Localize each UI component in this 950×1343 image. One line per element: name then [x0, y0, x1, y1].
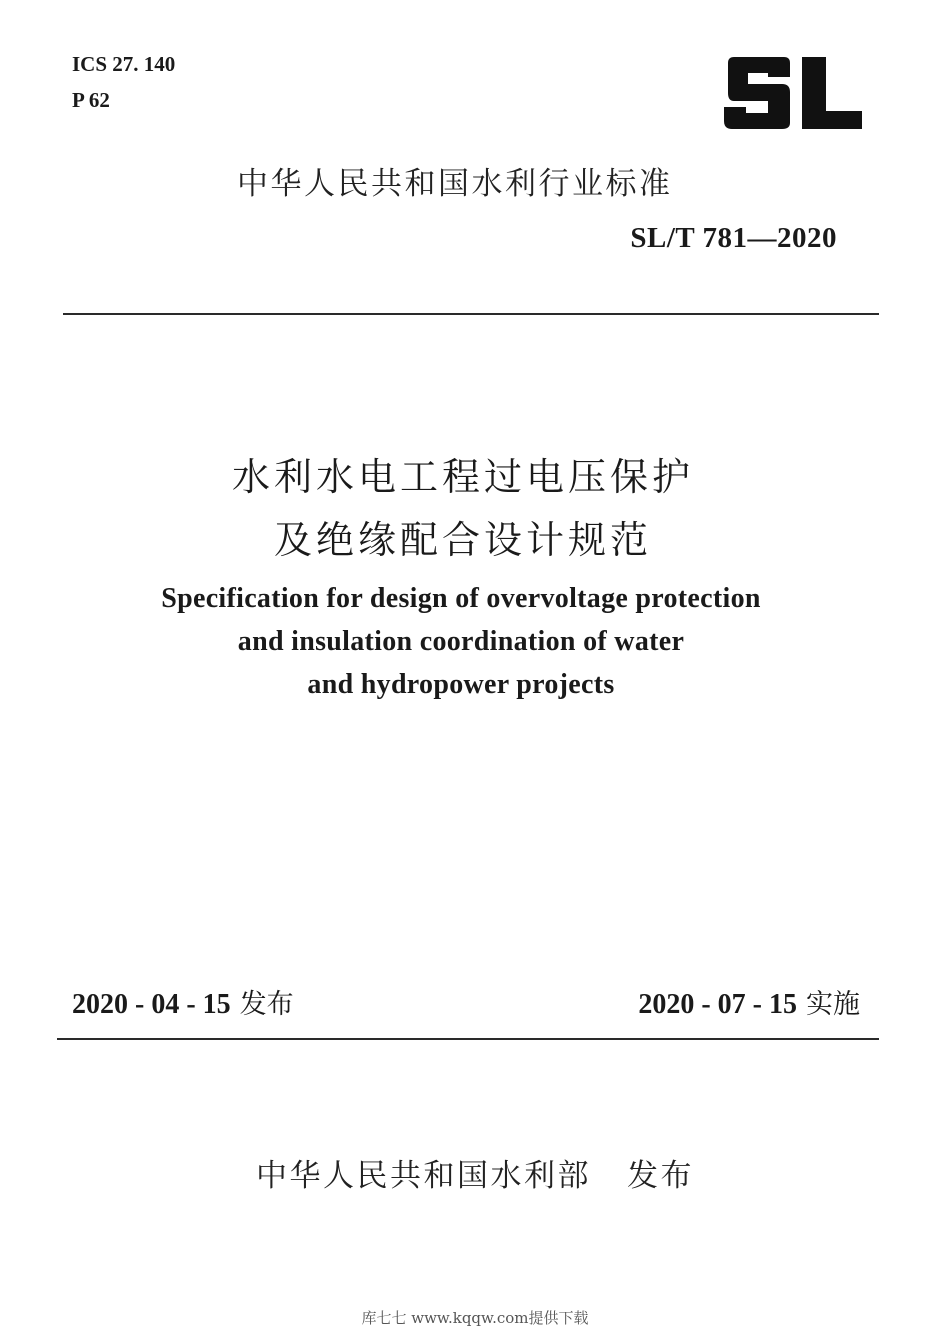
- industry-standard-title: 中华人民共和国水利行业标准: [237, 166, 673, 202]
- publisher-line: [0, 1150, 950, 1195]
- implement-date-block: [638, 982, 860, 1021]
- issue-date: 2020 - 04 - 15: [72, 989, 231, 1020]
- issue-label: 发布: [239, 989, 294, 1020]
- download-watermark: 库七七 www.kqqw.com提供下载: [361, 1309, 589, 1327]
- issue-date-block: [72, 982, 294, 1021]
- chinese-title-line-1: 水利水电工程过电压保护: [231, 455, 694, 499]
- english-title-line-2: and insulation coordination of water: [237, 626, 685, 657]
- standard-number: SL/T 781—2020: [630, 222, 837, 254]
- top-divider: [63, 313, 879, 315]
- classification-code: P 62: [72, 88, 110, 112]
- publisher-action: 发布: [627, 1158, 694, 1194]
- bottom-divider: [57, 1038, 879, 1040]
- chinese-title-line-2: 及绝缘配合设计规范: [273, 518, 652, 562]
- english-title-line-3: and hydropower projects: [307, 669, 615, 700]
- sl-logo: [720, 55, 866, 131]
- english-title-line-1: Specification for design of overvoltage protection: [161, 583, 761, 614]
- publisher-name: 中华人民共和国水利部: [256, 1158, 591, 1194]
- implement-date: 2020 - 07 - 15: [638, 989, 797, 1020]
- ics-code: ICS 27. 140: [72, 52, 176, 76]
- implement-label: 实施: [806, 989, 860, 1020]
